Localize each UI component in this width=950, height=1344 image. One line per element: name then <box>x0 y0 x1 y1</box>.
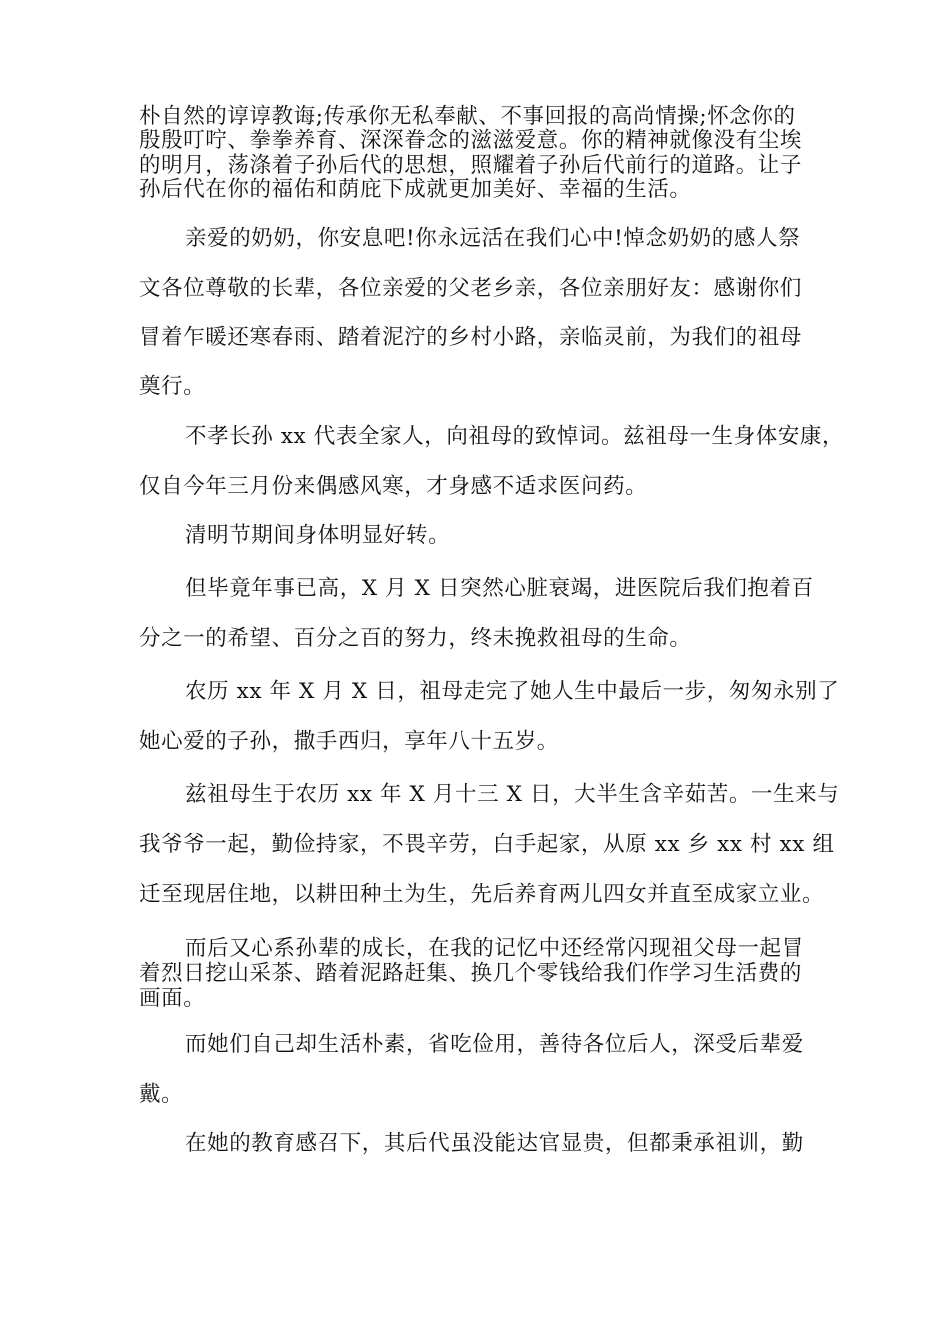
text-line: 清明节期间身体明显好转。 <box>185 523 451 548</box>
text-line: 着烈日挖山采茶、踏着泥路赶集、换几个零钱给我们作学习生活费的 <box>139 961 803 986</box>
text-line: 而后又心系孙辈的成长，在我的记忆中还经常闪现祖父母一起冒 <box>185 936 804 961</box>
text-line: 孙后代在你的福佑和荫庇下成就更加美好、幸福的生活。 <box>139 177 692 202</box>
text-line: 朴自然的谆谆教诲;传承你无私奉献、不事回报的高尚情操;怀念你的 <box>139 104 796 129</box>
text-line: 奠行。 <box>139 374 206 399</box>
text-line: 在她的教育感召下，其后代虽没能达官显贵，但都秉承祖训，勤 <box>185 1131 804 1156</box>
text-line: 仅自今年三月份来偶感风寒，才身感不适求医问药。 <box>139 474 648 499</box>
text-line: 画面。 <box>139 986 206 1011</box>
text-line: 文各位尊敬的长辈，各位亲爱的父老乡亲，各位亲朋好友：感谢你们 <box>139 276 803 301</box>
text-line: 我爷爷一起，勤俭持家，不畏辛劳，白手起家，从原 xx 乡 xx 村 xx 组 <box>139 832 835 857</box>
text-line: 分之一的希望、百分之百的努力，终未挽救祖母的生命。 <box>139 626 692 651</box>
text-line: 她心爱的子孙，撒手西归，享年八十五岁。 <box>139 729 559 754</box>
text-line: 殷殷叮咛、拳拳养育、深深眷念的滋滋爱意。你的精神就像没有尘埃 <box>139 128 803 153</box>
text-line: 的明月，荡涤着子孙后代的思想，照耀着子孙后代前行的道路。让子 <box>139 153 803 178</box>
text-line: 但毕竟年事已高，X 月 X 日突然心脏衰竭，进医院后我们抱着百 <box>185 576 814 601</box>
text-line: 迁至现居住地，以耕田种土为生，先后养育两儿四女并直至成家立业。 <box>139 882 825 907</box>
text-line: 冒着乍暖还寒春雨、踏着泥泞的乡村小路，亲临灵前，为我们的祖母 <box>139 325 803 350</box>
text-line: 而她们自己却生活朴素，省吃俭用，善待各位后人，深受后辈爱 <box>185 1032 804 1057</box>
text-line: 兹祖母生于农历 xx 年 X 月十三 X 日，大半生含辛茹苦。一生来与 <box>185 782 840 807</box>
text-line: 不孝长孙 xx 代表全家人，向祖母的致悼词。兹祖母一生身体安康， <box>185 424 845 449</box>
text-line: 农历 xx 年 X 月 X 日，祖母走完了她人生中最后一步，匆匆永别了 <box>185 679 840 704</box>
text-line: 戴。 <box>139 1082 184 1107</box>
text-line: 亲爱的奶奶，你安息吧!你永远活在我们心中!悼念奶奶的感人祭 <box>185 226 801 251</box>
